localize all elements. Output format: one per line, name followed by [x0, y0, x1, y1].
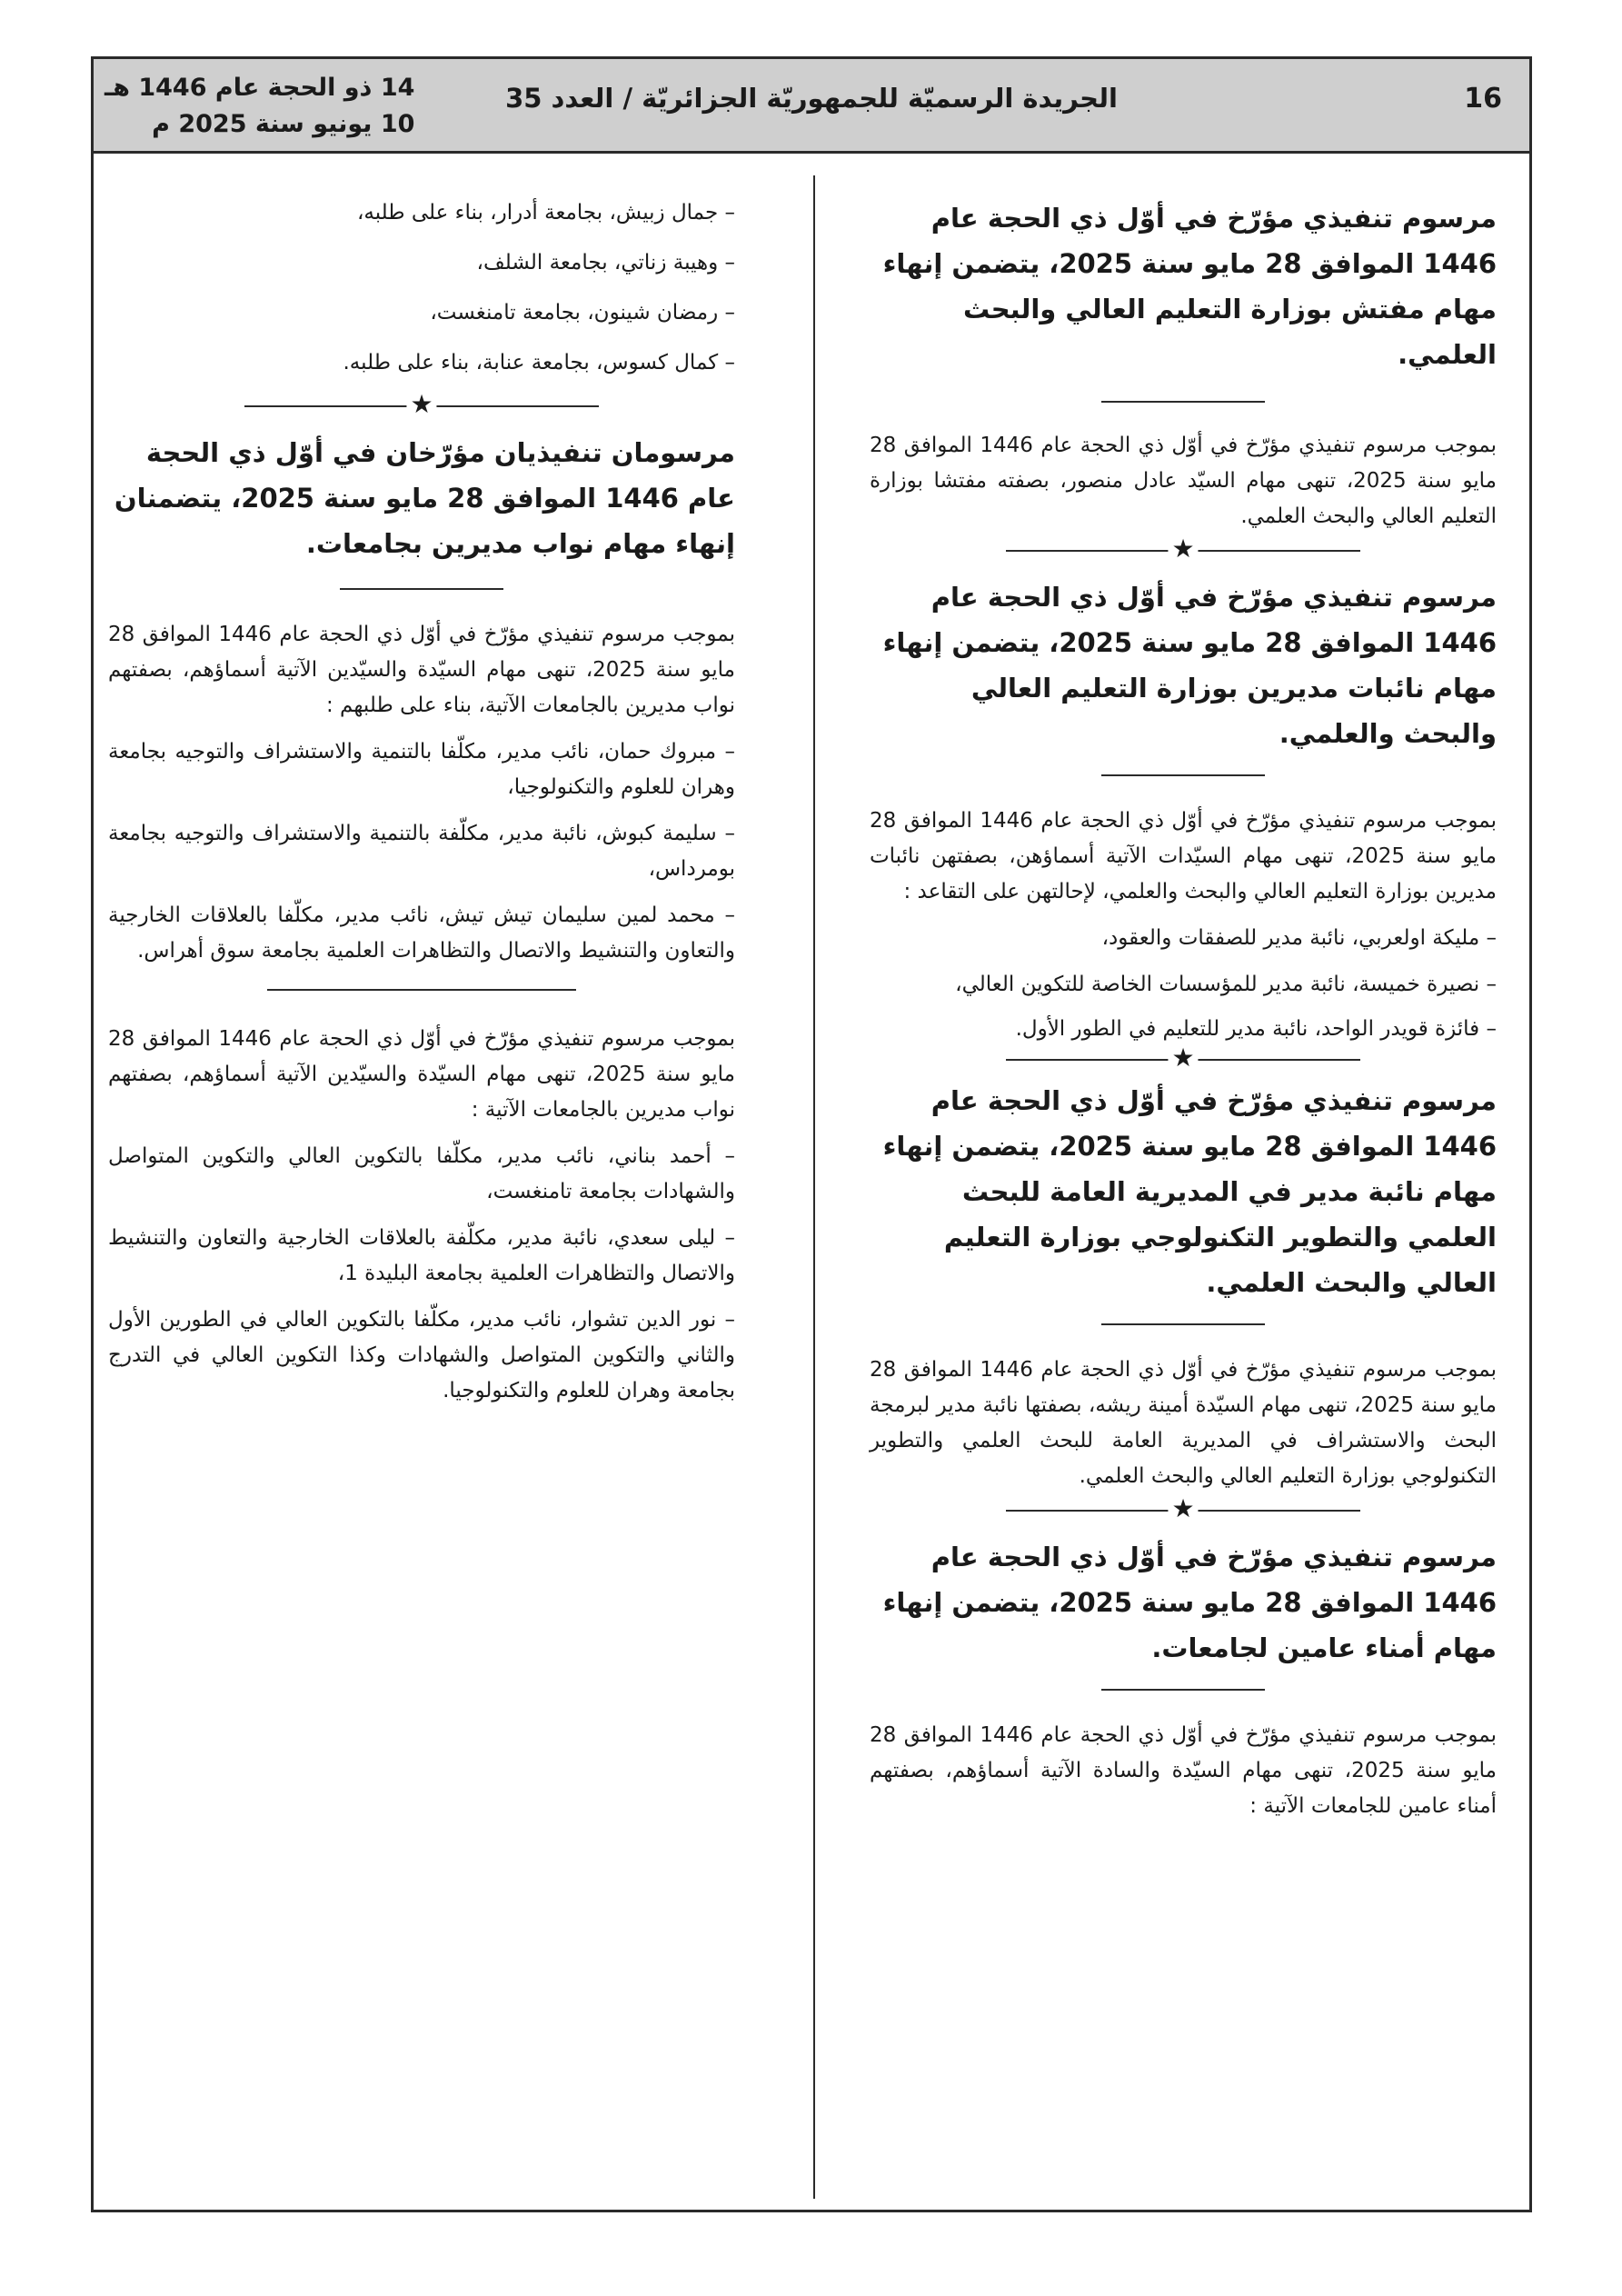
right-column	[870, 195, 1497, 1824]
list-item: – سليمة كبوش، نائبة مدير، مكلّفة بالتنمية والاستشراف والتوجيه بجامعة بومرداس،	[108, 822, 735, 881]
decree-heading: مرسوم تنفيذي مؤرّخ في أوّل ذي الحجة عام 1446 الموافق 28 مايو سنة 2025، يتضمن إنهاء مهام نائبة مدير في المديرية العامة للبحث العلمي والتطوير التكنولوجي بوزارة التعليم العالي والبحث العلمي.	[882, 1085, 1497, 1298]
list-item: – وهيبة زناتي، بجامعة الشلف،	[476, 251, 735, 275]
star-separator	[244, 389, 599, 419]
list-item: – ليلى سعدي، نائبة مدير، مكلّفة بالعلاقات الخارجية والتعاون والتنشيط والاتصال والتظاهرات العلمية بجامعة البليدة 1،	[108, 1226, 735, 1285]
star-icon: ★	[1168, 536, 1198, 562]
list-item: – نور الدين تشوار، نائب مدير، مكلّفا بالتكوين العالي في الطورين الأول والثاني والتكوين المتواصل والشهادات وكذا التكوين العالي في التدرج بجامعة وهران للعلوم والتكنولوجيا.	[108, 1308, 735, 1403]
list-item: – مبروك حمان، نائب مدير، مكلّفا بالتنمية والاستشراف والتوجيه بجامعة وهران للعلوم والتكنولوجيا،	[108, 740, 735, 799]
decree-heading: مرسوم تنفيذي مؤرّخ في أوّل ذي الحجة عام 1446 الموافق 28 مايو سنة 2025، يتضمن إنهاء مهام مفتش بوزارة التعليم العالي والبحث العلمي.	[882, 203, 1497, 370]
left-column	[108, 195, 735, 1409]
decree-heading: مرسوم تنفيذي مؤرّخ في أوّل ذي الحجة عام 1446 الموافق 28 مايو سنة 2025، يتضمن إنهاء مهام نائبات مديرين بوزارة التعليم العالي والبحث والعلمي.	[882, 582, 1497, 749]
decree-body: بموجب مرسوم تنفيذي مؤرّخ في أوّل ذي الحجة عام 1446 الموافق 28 مايو سنة 2025، تنهى مهام السيّدة والسيّدين الآتية أسماؤهم، بصفتهم نواب مديرين بالجامعات الآتية :	[108, 1027, 736, 1122]
list-item: – جمال زبيش، بجامعة أدرار، بناء على طلبه،	[356, 201, 735, 225]
decree-body: بموجب مرسوم تنفيذي مؤرّخ في أوّل ذي الحجة عام 1446 الموافق 28 مايو سنة 2025، تنهى مهام السيّدة والسيّدين الآتية أسماؤهم، بصفتهم نواب مديرين بالجامعات الآتية، بناء على طلبهم :	[108, 623, 736, 717]
date-gregorian: 10 يونيو سنة 2025 م	[152, 110, 415, 138]
list-item: – أحمد بناني، نائب مدير، مكلّفا بالتكوين العالي والتكوين المتواصل والشهادات بجامعة تامنغست،	[108, 1144, 735, 1203]
gazette-title: الجريدة الرسميّة للجمهوريّة الجزائريّة / العدد 35	[505, 83, 1118, 114]
decree-body: بموجب مرسوم تنفيذي مؤرّخ في أوّل ذي الحجة عام 1446 الموافق 28 مايو سنة 2025، تنهى مهام السيّد عادل منصور، بصفته مفتشا بوزارة التعليم العالي والبحث العلمي.	[870, 434, 1498, 528]
list-item: – نصيرة خميسة، نائبة مدير للمؤسسات الخاصة للتكوين العالي،	[955, 973, 1497, 996]
page-number: 16	[1464, 83, 1502, 115]
issue-date	[104, 70, 414, 143]
star-separator	[1006, 1493, 1360, 1523]
date-hijri: 14 ذو الحجة عام 1446 هـ	[104, 74, 415, 102]
star-icon: ★	[1168, 1496, 1198, 1522]
star-separator	[1006, 1043, 1360, 1073]
decree-body: بموجب مرسوم تنفيذي مؤرّخ في أوّل ذي الحجة عام 1446 الموافق 28 مايو سنة 2025، تنهى مهام السيّدة والسادة الآتية أسماؤهم، بصفتهم أمناء عامين للجامعات الآتية :	[870, 1723, 1498, 1818]
list-item: – مليكة اولعربي، نائبة مدير للصفقات والعقود،	[1101, 926, 1497, 950]
column-divider	[813, 175, 815, 2199]
list-item: – كمال كسوس، بجامعة عنابة، بناء على طلبه.	[343, 351, 735, 374]
decree-body: بموجب مرسوم تنفيذي مؤرّخ في أوّل ذي الحجة عام 1446 الموافق 28 مايو سنة 2025، تنهى مهام السيّدات الآتية أسماؤهن، بصفتهن نائبات مديرين بوزارة التعليم العالي والبحث والعلمي، لإحالتهن على التقاعد :	[870, 809, 1498, 903]
star-icon: ★	[406, 392, 436, 417]
decree-heading: مرسوم تنفيذي مؤرّخ في أوّل ذي الحجة عام 1446 الموافق 28 مايو سنة 2025، يتضمن إنهاء مهام أمناء عامين لجامعات.	[882, 1542, 1497, 1663]
star-separator	[1006, 534, 1360, 564]
decree-body: بموجب مرسوم تنفيذي مؤرّخ في أوّل ذي الحجة عام 1446 الموافق 28 مايو سنة 2025، تنهى مهام السيّدة أمينة ريشه، بصفتها نائبة مدير لبرمجة البحث والاستشراف في المديرية العامة للبحث العلمي والتطوير التكنولوجي بوزارة التعليم العالي والبحث العلمي.	[870, 1358, 1498, 1488]
star-icon: ★	[1168, 1045, 1198, 1071]
list-item: – رمضان شينون، بجامعة تامنغست،	[430, 301, 735, 324]
decree-heading: مرسومان تنفيذيان مؤرّخان في أوّل ذي الحجة عام 1446 الموافق 28 مايو سنة 2025، يتضمنان إنهاء مهام نواب مديرين بجامعات.	[114, 437, 735, 559]
page-frame	[91, 56, 1532, 2212]
list-item: – محمد لمين سليمان تيش تيش، نائب مدير، مكلّفا بالعلاقات الخارجية والتعاون والتنشيط والاتصال والتظاهرات العلمية بجامعة سوق أهراس.	[108, 903, 735, 963]
list-item: – فائزة قويدر الواحد، نائبة مدير للتعليم في الطور الأول.	[1015, 1017, 1497, 1041]
page-header	[94, 59, 1529, 154]
